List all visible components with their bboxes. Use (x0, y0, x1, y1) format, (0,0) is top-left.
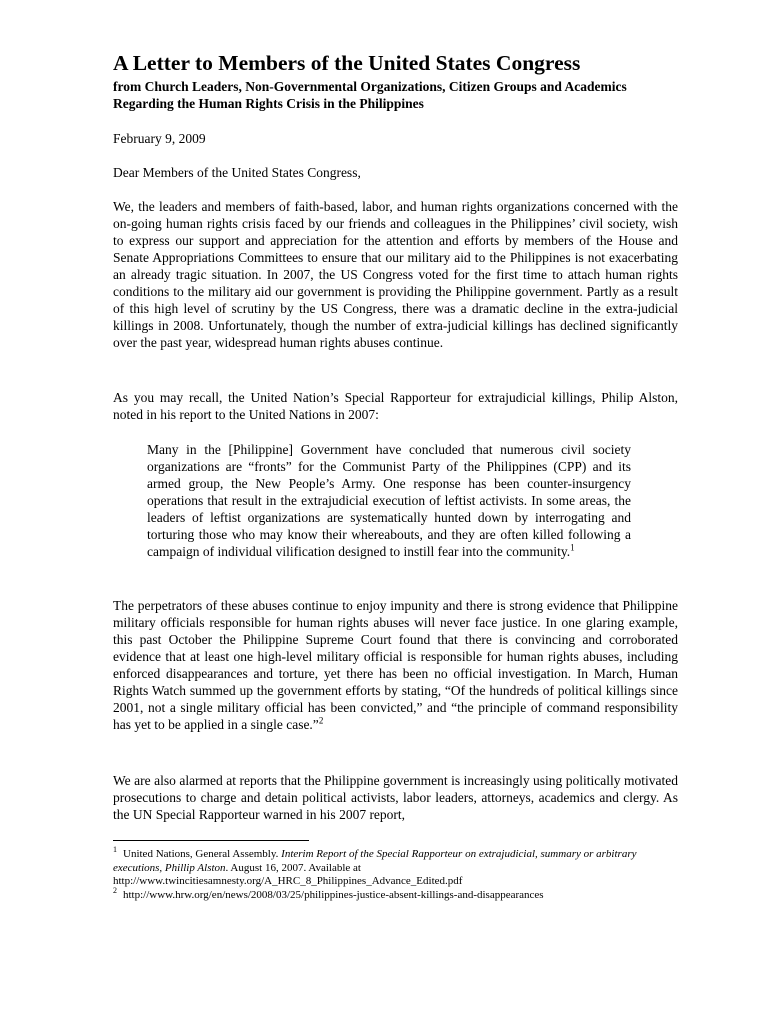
footnote-ref-1[interactable]: 1 (570, 542, 575, 553)
salutation: Dear Members of the United States Congress, (113, 165, 361, 180)
footnote-2-url[interactable]: http://www.hrw.org/en/news/2008/03/25/philippines-justice-absent-killings-and-disappearances (123, 888, 544, 901)
footnote-1 (113, 845, 673, 889)
block-quote-text: Many in the [Philippine] Government have concluded that numerous civil society organizations are “fronts” for the Communist Party of the Philippines (CPP) and its armed group, the New People’s Army. One response has been counter-insurgency operations that result in the extrajudicial execution of leftist activists. In some areas, the leaders of leftist organizations are systematically hunted down by interrogating and torturing those who may know their whereabouts, and they are often killed following a campaign of individual vilification designed to instill fear into the community. (147, 442, 631, 559)
letter-subtitle: from Church Leaders, Non-Governmental Organizations, Citizen Groups and Academics Regarding the Human Rights Crisis in the Philippines (113, 79, 627, 111)
footnote-1-source: Interim Report of the Special Rapporteur on extrajudicial, summary or arbitrary executions, Phillip Alston (113, 848, 637, 874)
letter-date: February 9, 2009 (113, 131, 206, 146)
body-paragraph-2: As you may recall, the United Nation’s Special Rapporteur for extrajudicial killings, Philip Alston, noted in his report to the United Nations in 2007: (113, 390, 678, 422)
footnote-1-suffix: . August 16, 2007. Available at http://www.twincitiesamnesty.org/A_HRC_8_Philippines_Advance_Edited.pdf (113, 861, 463, 887)
footnote-2-mark: 2 (113, 885, 117, 895)
letter-title: A Letter to Members of the United States Congress (113, 51, 581, 75)
body-paragraph-1: We, the leaders and members of faith-based, labor, and human rights organizations concerned with the on-going human rights crisis faced by our friends and colleagues in the Philippines’ civil society, wish to express our support and appreciation for the attention and efforts by members of the House and Senate Appropriations Committees to ensure that our military aid to the Philippines is not exacerbating an already tragic situation. In 2007, the US Congress voted for the first time to attach human rights conditions to the military aid our government is providing the Philippine government. Partly as a result of this high level of scrutiny by the US Congress, there was a dramatic decline in the extra-judicial killings in 2008. Unfortunately, though the number of extra-judicial killings has declined significantly over the past year, widespread human rights abuses continue. (113, 199, 678, 350)
body-paragraph-3-text: The perpetrators of these abuses continue to enjoy impunity and there is strong evidence that Philippine military officials responsible for human rights abuses will never face justice. In one glaring example, this past October the Philippine Supreme Court found that there is convincing and corroborated evidence that at least one high-level military official is responsible for human rights abuses, including enforced disappearances and torture, yet there has been no official investigation. In March, Human Rights Watch summed up the government efforts by stating, “Of the hundreds of political killings since 2001, not a single military official has been convicted,” and “the principle of command responsibility has yet to be applied in a single case.” (113, 598, 678, 732)
footnote-1-prefix: United Nations, General Assembly. (123, 848, 282, 860)
block-quote (147, 441, 631, 560)
footnotes (113, 845, 673, 902)
footnote-ref-2[interactable]: 2 (318, 715, 324, 726)
footnote-2 (113, 885, 673, 903)
body-paragraph-3 (113, 597, 678, 733)
footnote-1-mark: 1 (113, 845, 117, 855)
body-paragraph-4: We are also alarmed at reports that the Philippine government is increasingly using politically motivated prosecutions to charge and detain political activists, labor leaders, attorneys, academics and clergy. As the UN Special Rapporteur warned in his 2007 report, (113, 773, 678, 822)
footnote-divider (113, 840, 309, 841)
